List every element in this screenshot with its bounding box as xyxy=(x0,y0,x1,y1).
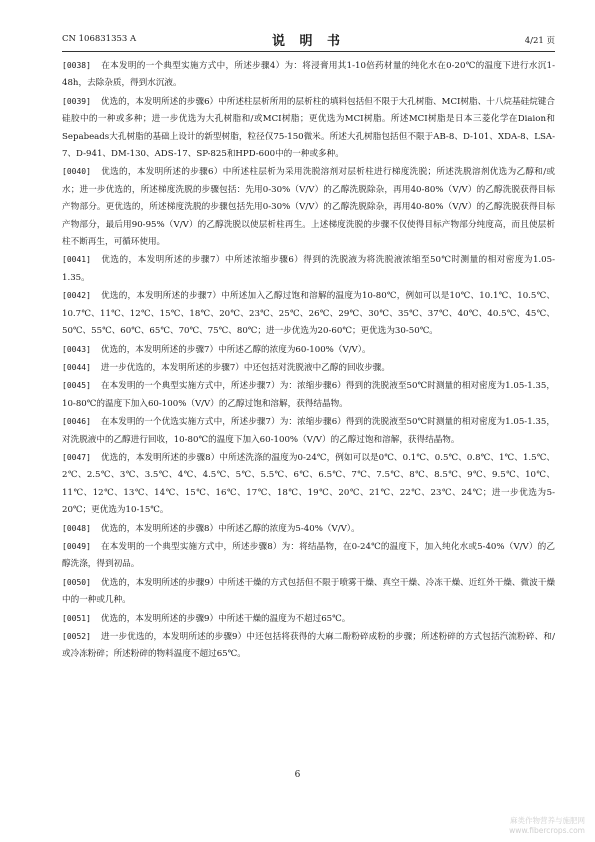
paragraph-number: [0047] xyxy=(62,452,91,462)
paragraph xyxy=(62,520,555,538)
paragraph-text: 优选的，本发明所述的步骤7）中所述乙醇的浓度为60-100%（V/V）。 xyxy=(100,344,371,355)
paragraph xyxy=(62,628,555,664)
paragraph xyxy=(62,57,555,93)
paragraph-text: 优选的，本发明所述的步骤8）中所述乙醇的浓度为5-40%（V/V）。 xyxy=(100,523,360,534)
paragraph-number: [0043] xyxy=(62,344,91,354)
paragraph xyxy=(62,413,555,449)
paragraph xyxy=(62,93,555,164)
paragraph xyxy=(62,359,555,377)
paragraph xyxy=(62,287,555,340)
paragraph-number: [0039] xyxy=(62,96,91,106)
paragraph-text: 进一步优选的，本发明所述的步骤9）中还包括将获得的大麻二酚粉碎成粉的步骤；所述粉碎的方式包括汽流粉碎、和/或冷冻粉碎；所述粉碎的物料温度不超过65℃。 xyxy=(62,632,555,660)
paragraph xyxy=(62,341,555,359)
paragraph-number: [0038] xyxy=(62,61,91,70)
paragraph xyxy=(62,251,555,287)
paragraph-number: [0041] xyxy=(62,255,91,265)
paragraph-text: 优选的，本发明所述的步骤6）中所述柱层析所用的层析柱的填料包括但不限于大孔树脂、MCI树脂、十八烷基硅烷键合硅胶中的一种或多种；进一步优选为大孔树脂和/或MCI树脂；更优选为MCI树脂。所述MCI树脂是日本三菱化学在Diaion和Sepabeads大孔树脂的基础上设计的新型树脂，粒径仅75-150微米。所述大孔树脂包括但不限于AB-8、D-101、XDA-8、LSA-7、D-941、DM-130、ADS-17、SP-825和HPD-600中的一种或多种。 xyxy=(62,96,555,160)
page-number: 6 xyxy=(294,770,301,780)
paragraph xyxy=(62,538,555,574)
page-header xyxy=(62,30,555,48)
paragraph-text: 优选的，本发明所述的步骤7）中所述浓缩步骤6）得到的洗脱液为将洗脱液浓缩至50℃时测量的相对密度为1.05-1.35。 xyxy=(62,255,555,283)
page-indicator: 4/21 页 xyxy=(524,36,555,46)
paragraph-number: [0040] xyxy=(62,167,91,177)
paragraph-number: [0048] xyxy=(62,523,91,533)
header-rule xyxy=(62,51,555,52)
document-body xyxy=(62,57,555,664)
paragraph xyxy=(62,377,555,413)
paragraph xyxy=(62,163,555,251)
paragraph-text: 优选的，本发明所述的步骤9）中所述干燥的温度为不超过65℃。 xyxy=(100,613,351,624)
paragraph xyxy=(62,610,555,628)
paragraph-number: [0050] xyxy=(62,577,91,587)
watermark-line-1: 麻类作物营养与施肥网 xyxy=(510,816,585,825)
patent-number: CN 106831353 A xyxy=(62,34,137,44)
document-title: 说 明 书 xyxy=(271,34,346,49)
paragraph-number: [0046] xyxy=(62,417,91,427)
paragraph-text: 在本发明的一个优选实施方式中，所述步骤7）为：浓缩步骤6）得到的洗脱液至50℃时测量的相对密度为1.05-1.35，对洗脱液中的乙醇进行回收，10-80℃的温度下加入60-100%（V/V）的乙醇过饱和溶解，获得结晶物。 xyxy=(62,417,555,445)
paragraph-text: 进一步优选的，本发明所述的步骤7）中还包括对洗脱液中乙醇的回收步骤。 xyxy=(100,362,390,373)
paragraph-text: 在本发明的一个典型实施方式中，所述步骤8）为：将结晶物，在0-24℃的温度下，加入纯化水或5-40%（V/V）的乙醇洗涤，得到初品。 xyxy=(62,541,555,570)
paragraph-text: 在本发明的一个典型实施方式中，所述步骤7）为：浓缩步骤6）得到的洗脱液至50℃时测量的相对密度为1.05-1.35，10-80℃的温度下加入60-100%（V/V）的乙醇过饱和溶解，获得结晶物。 xyxy=(62,381,555,409)
paragraph xyxy=(62,574,555,610)
paragraph-text: 优选的，本发明所述的步骤7）中所述加入乙醇过饱和溶解的温度为10-80℃，例如可以是10℃、10.1℃、10.5℃、10.7℃、11℃、12℃、15℃、18℃、20℃、23℃、25℃、26℃、29℃、30℃、35℃、37℃、40℃、40.5℃、45℃、50℃、55℃、60℃、65℃、70℃、75℃、80℃；进一步优选为20-60℃；更优选为30-50℃。 xyxy=(62,291,555,337)
paragraph-number: [0052] xyxy=(62,632,91,641)
paragraph-number: [0044] xyxy=(62,362,91,372)
paragraph-text: 优选的，本发明所述的步骤9）中所述干燥的方式包括但不限于喷雾干燥、真空干燥、冷冻干燥、近红外干燥、微波干燥中的一种或几种。 xyxy=(62,577,555,606)
paragraph-number: [0051] xyxy=(62,613,91,623)
paragraph-text: 优选的，本发明所述的步骤8）中所述洗涤的温度为0-24℃，例如可以是0℃、0.1℃、0.5℃、0.8℃、1℃、1.5℃、2℃、2.5℃、3℃、3.5℃、4℃、4.5℃、5℃、5.5℃、6℃、6.5℃、7℃、7.5℃、8℃、8.5℃、9℃、9.5℃、10℃、11℃、12℃、13℃、14℃、15℃、16℃、17℃、18℃、19℃、20℃、21℃、22℃、23℃、24℃；进一步优选为5-20℃；更优选为10-15℃。 xyxy=(62,452,555,516)
paragraph-number: [0045] xyxy=(62,381,91,391)
paragraph-text: 在本发明的一个典型实施方式中，所述步骤4）为：将浸膏用其1-10倍药材量的纯化水在0-20℃的温度下进行水沉1-48h，去除杂质，得到水沉液。 xyxy=(62,61,555,89)
paragraph-number: [0049] xyxy=(62,541,91,551)
watermark-line-2: www.fibercrops.com xyxy=(509,826,585,835)
paragraph-text: 优选的，本发明所述的步骤6）中所述柱层析为采用洗脱溶剂对层析柱进行梯度洗脱；所述洗脱溶剂优选为乙醇和/或水；进一步优选的，所述梯度洗脱的步骤包括：先用0-30%（V/V）的乙醇洗脱除杂，再用40-80%（V/V）的乙醇洗脱获得目标产物部分。更优选的，所述梯度洗脱的步骤包括先用0-30%（V/V）的乙醇洗脱除杂，再用40-80%（V/V）的乙醇洗脱获得目标产物部分，最后用90-95%（V/V）的乙醇洗脱以使层析柱再生。上述梯度洗脱的步骤不仅使得目标产物部分纯度高，而且使层析柱不断再生，可循环使用。 xyxy=(62,167,555,248)
paragraph xyxy=(62,449,555,520)
paragraph-number: [0042] xyxy=(62,291,91,301)
watermark xyxy=(445,816,585,836)
